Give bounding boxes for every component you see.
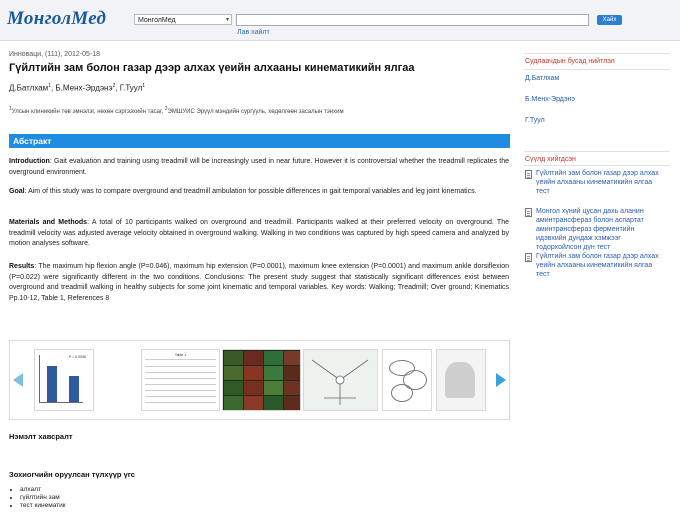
methods-text: : A total of 10 participants walked on overground and treadmill. Participants walked at their preferred velocity on overground. The treadmill velocity was adjusted average velocity obtained in overground walking. Walking in two conditions was captured by high speed camera and analyzed by motion analyses software. — [9, 219, 509, 247]
attachments-heading: Нэмэлт хавсралт — [9, 432, 73, 441]
article-meta: Инноваци, (111), 2012-05-18 — [9, 51, 100, 58]
micrograph-cell — [284, 351, 301, 365]
sidebar-divider — [524, 165, 670, 166]
search-input[interactable] — [236, 14, 589, 26]
keywords-heading: Зохиогчийн оруулсан түлхүүр үгс — [9, 470, 135, 479]
document-icon — [525, 170, 532, 179]
advanced-search-link[interactable]: Лав хайлт — [237, 29, 270, 36]
article-title: Гүйлтийн зам болон газар дээр алхах үеийн алхааны кинематикийн ялгаа — [9, 62, 415, 74]
micrograph-cell — [224, 366, 243, 380]
table-rule — [145, 384, 216, 385]
methods-label: Materials and Methods — [9, 219, 88, 226]
micrograph-cell — [244, 351, 263, 365]
author-sup: 2 — [112, 83, 116, 89]
micrograph-cell — [224, 381, 243, 395]
figure-thumbnail-photo[interactable] — [436, 349, 486, 411]
table-rule — [145, 359, 216, 360]
sidebar-heading-authors: Судлаачдын бусад нийтлэл — [525, 58, 615, 65]
recent-paper-item[interactable] — [525, 207, 665, 252]
figure-thumbnail-micrographs[interactable] — [222, 349, 301, 411]
sidebar-divider — [524, 53, 670, 54]
results-paragraph — [9, 262, 509, 304]
chart-axis-y — [39, 355, 40, 403]
affil-sup: 1 — [9, 106, 12, 112]
chart-bar — [47, 366, 57, 402]
affil-text: ЭМШУИС Эрүүл мэндийн сургууль, хөдөлгөөн засалын тэнхим — [167, 109, 344, 115]
table-thumb-heading: Table 1 — [174, 353, 187, 357]
micrograph-cell — [264, 366, 283, 380]
recent-paper-item[interactable] — [525, 252, 665, 279]
micrograph-cell — [244, 396, 263, 410]
figure-carousel — [9, 340, 510, 420]
author-link[interactable]: Б.Менх-Эрдэнэ — [55, 83, 113, 93]
chart-bar — [69, 376, 79, 402]
micrograph-cell — [264, 351, 283, 365]
figure-thumbnail-table[interactable] — [141, 349, 220, 411]
recent-paper-link[interactable]: Гүйлтийн зам болон газар дээр алхах үеийн алхааны кинематикийн ялгаа тест — [536, 253, 659, 278]
sidebar-author-link[interactable]: Г.Туул — [525, 117, 545, 124]
micrograph-cell — [284, 381, 301, 395]
micrograph-cell — [264, 381, 283, 395]
author-link[interactable]: Д.Батлхам — [9, 83, 49, 93]
diagram-sketch — [304, 350, 377, 410]
chart-axis-x — [39, 402, 83, 403]
intro-label: Introduction — [9, 158, 50, 165]
abstract-heading: Абстракт — [9, 134, 510, 148]
database-select-value: МонголМед — [138, 17, 176, 24]
affiliations — [9, 106, 344, 115]
keyword-item[interactable]: • алхалт — [20, 486, 66, 494]
chevron-updown-icon: ▾ — [225, 17, 229, 23]
author-sup: 1 — [142, 83, 146, 89]
sidebar-author-link[interactable]: Д.Батлхам — [525, 75, 560, 82]
results-text: : The maximum hip flexion angle (P=0.046), maximum hip extension (P=0.0001), maximum knee extension (P=0.0001) and maximum ankle dorsiflexion (P=0.022) were significantly different in the two conditions. Conclusions: The present study suggest that statistically significant differences exist between overground and treadmill walking in healthy subjects for some joint kinematic and temporal variables. Key words: Walking; Treadmill; Over ground; Kinematics Pp.10-12, Table 1, References 8 — [9, 263, 509, 302]
figure-thumbnail-illustration[interactable] — [382, 349, 432, 411]
methods-paragraph — [9, 218, 509, 250]
affil-sup: 2 — [164, 106, 168, 112]
goal-label: Goal — [9, 188, 25, 195]
database-select[interactable] — [134, 14, 232, 25]
keyword-item[interactable]: • гүйлтийн зам — [20, 494, 66, 502]
goal-paragraph — [9, 187, 509, 198]
micrograph-cell — [224, 396, 243, 410]
micrograph-cell — [284, 396, 301, 410]
author-sup: 1 — [48, 83, 51, 89]
recent-paper-link[interactable]: Монгол хүний цусан дахь аланин аминтрансфераз болон аспартат аминтрансфераз ферментийн идэвхийн дундаж хэмжээг тодорхойлсон дүн тест — [536, 208, 644, 251]
sidebar-divider — [524, 151, 670, 152]
micrograph-cell — [224, 351, 243, 365]
top-header — [0, 0, 680, 41]
site-logo[interactable]: МонголМед — [7, 8, 107, 29]
affil-text: Улсын клиникийн төв эмнэлэг, нөхөн сэргээхийн тасаг, — [11, 109, 165, 115]
figure-thumbnail-chart[interactable] — [34, 349, 94, 411]
table-rule — [145, 372, 216, 373]
goal-text: : Aim of this study was to compare overground and treadmill ambulation for possible differences in gait temporal variables and leg joint kinematics. — [24, 188, 477, 195]
sidebar-author-link[interactable]: Б.Менх-Эрдэнэ — [525, 96, 575, 103]
sidebar-heading-recent: Сүүлд хийгдсэн — [525, 156, 576, 163]
chart-p-label: P = 0.0046 — [69, 355, 86, 359]
arrow-right-icon[interactable] — [496, 373, 506, 387]
micrograph-cell — [284, 366, 301, 380]
document-icon — [525, 253, 532, 262]
recent-paper-link[interactable]: Гүйлтийн зам болон газар дээр алхах үеийн алхааны кинематикийн ялгаа тест — [536, 170, 659, 195]
intro-text: : Gait evaluation and training using treadmill will be increasingly used in near future. However it is controversial whether the treadmill replicates the overground environment. — [9, 158, 509, 176]
search-button[interactable]: Хайх — [597, 15, 622, 25]
author-link[interactable]: Г.Туул — [119, 83, 143, 93]
intro-paragraph — [9, 157, 509, 178]
keyword-item[interactable]: • тест кинематик — [20, 502, 66, 510]
author-list: Д.Батлхам$^1$, Б.Менх-Эрдэнэ$^2$, Г.Туул$^1$ — [9, 83, 146, 93]
results-label: Results — [9, 263, 35, 270]
photo-shape — [445, 362, 475, 398]
table-rule — [145, 366, 216, 367]
figure-thumbnail-diagram[interactable] — [303, 349, 378, 411]
recent-paper-item[interactable] — [525, 169, 665, 196]
table-rule — [145, 390, 216, 391]
table-rule — [145, 402, 216, 403]
micrograph-cell — [264, 396, 283, 410]
arrow-left-icon[interactable] — [13, 373, 23, 387]
document-icon — [525, 208, 532, 217]
table-rule — [145, 378, 216, 379]
keyword-list — [20, 486, 66, 510]
micrograph-cell — [244, 366, 263, 380]
micrograph-cell — [244, 381, 263, 395]
illustration-shape — [391, 384, 413, 402]
table-rule — [145, 396, 216, 397]
sidebar-divider — [524, 69, 670, 70]
